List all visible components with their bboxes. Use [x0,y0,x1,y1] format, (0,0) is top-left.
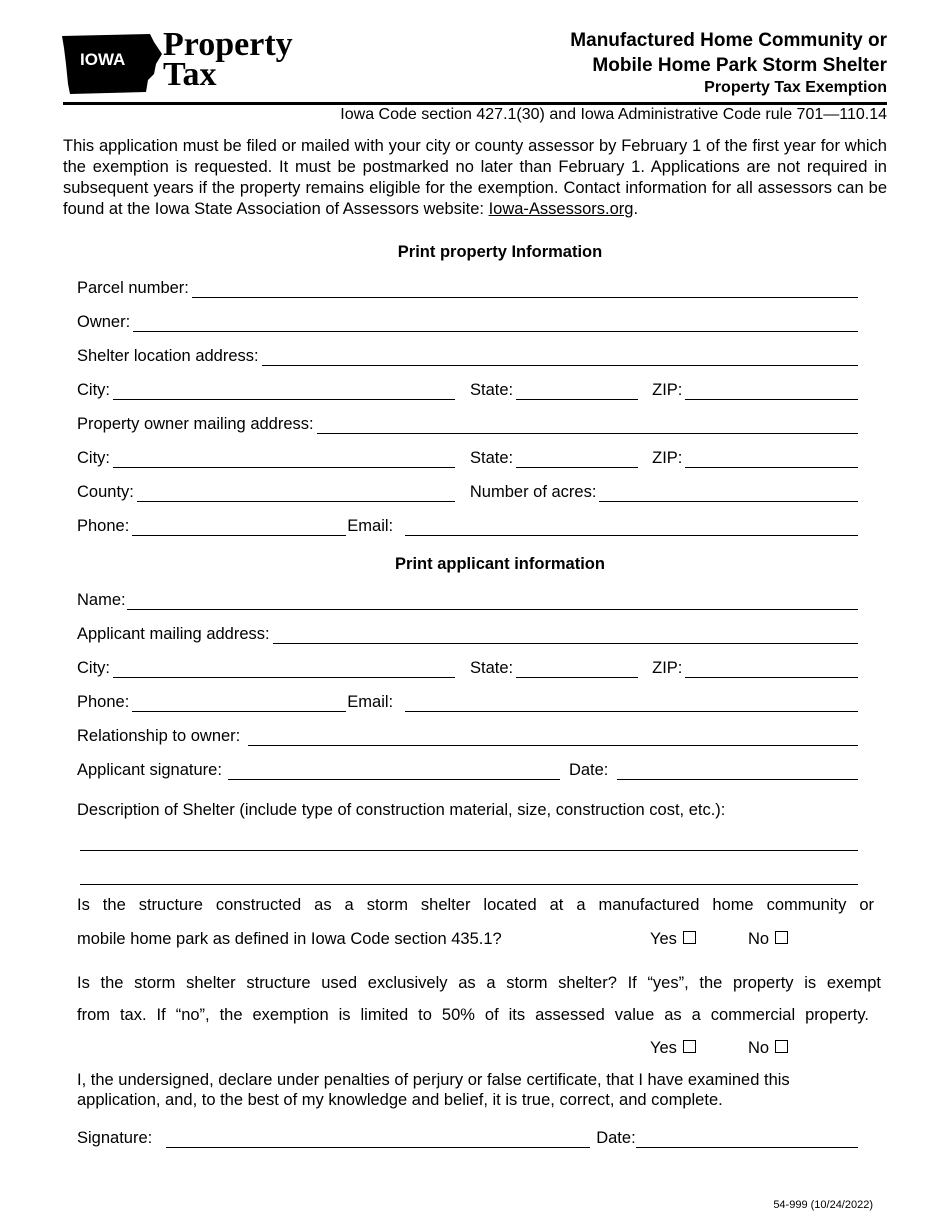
applicant-signature-row [77,758,858,780]
question2-line2: from tax. If “no”, the exemption is limited to 50% of its assessed value as a commercial property. [77,1006,869,1024]
applicant-signature-field[interactable] [228,761,560,780]
city-field[interactable] [113,381,455,400]
parcel-field[interactable] [192,279,858,298]
email-label: Email: [347,693,394,711]
property-city-row [77,378,858,400]
applicant-phone-row [77,690,858,712]
description-field-line1[interactable] [80,832,858,851]
question1-yes[interactable] [650,929,696,949]
zip-label: ZIP: [652,449,683,467]
zip-label: ZIP: [652,659,683,677]
phone-label: Phone: [77,693,130,711]
phone-label: Phone: [77,517,130,535]
phone-field[interactable] [132,693,346,712]
city-field[interactable] [113,449,455,468]
shelter-address-row [77,344,858,366]
signature-row [77,1126,858,1148]
yes-label: Yes [650,1039,677,1057]
zip-field[interactable] [685,381,858,400]
email-label: Email: [347,517,394,535]
applicant-mailing-field[interactable] [273,625,858,644]
question1-line2: mobile home park as defined in Iowa Code section 435.1? [77,930,502,948]
declaration: I, the undersigned, declare under penalties of perjury or false certificate, that I have examined this application, and, to the best of my knowledge and belief, it is true, correct, and complete. [77,1071,790,1109]
zip-field[interactable] [685,449,858,468]
applicant-heading: Print applicant information [395,555,605,573]
county-row [77,480,858,502]
signature-label: Signature: [77,1129,153,1147]
relationship-row [77,724,858,746]
logo-state: IOWA [80,50,126,69]
no-checkbox[interactable] [775,1040,788,1053]
shelter-address-field[interactable] [262,347,858,366]
yes-checkbox[interactable] [683,1040,696,1053]
acres-label: Number of acres: [469,483,597,501]
county-field[interactable] [137,483,455,502]
city-field[interactable] [113,659,455,678]
email-field[interactable] [405,517,858,536]
no-label: No [748,1039,770,1057]
assessors-link[interactable]: Iowa-Assessors.org [488,200,634,218]
question2-yes[interactable] [650,1038,696,1058]
parcel-label: Parcel number: [77,279,189,297]
zip-field[interactable] [685,659,858,678]
city-label: City: [77,449,110,467]
name-field[interactable] [127,591,858,610]
state-field[interactable] [516,449,638,468]
date-label: Date: [596,1129,636,1147]
city-label: City: [77,381,110,399]
name-label: Name: [77,591,126,609]
code-reference: Iowa Code section 427.1(30) and Iowa Administrative Code rule 701—110.14 [340,106,887,123]
description-label: Description of Shelter (include type of construction material, size, construction cost, etc.): [77,801,726,819]
no-label: No [748,930,770,948]
owner-row [77,310,858,332]
date-label: Date: [568,761,609,779]
phone-field[interactable] [132,517,346,536]
logo-word-tax: Tax [163,56,217,93]
owner-field[interactable] [133,313,858,332]
signature-field[interactable] [166,1129,590,1148]
question2-no[interactable] [748,1038,788,1058]
relationship-label: Relationship to owner: [77,727,241,745]
date-field[interactable] [617,761,858,780]
owner-city-row [77,446,858,468]
owner-mailing-row [77,412,858,434]
form-number: 54-999 (10/24/2022) [773,1199,873,1211]
description-field-line2[interactable] [80,866,858,885]
state-field[interactable] [516,381,638,400]
relationship-field[interactable] [248,727,858,746]
owner-mailing-label: Property owner mailing address: [77,415,314,433]
state-label: State: [470,449,514,467]
form-title-line2: Mobile Home Park Storm Shelter [592,55,887,76]
yes-checkbox[interactable] [683,931,696,944]
city-label: City: [77,659,110,677]
question2-line1: Is the storm shelter structure used exclusively as a storm shelter? If “yes”, the property is exempt [77,974,881,992]
owner-label: Owner: [77,313,131,331]
state-field[interactable] [516,659,638,678]
applicant-city-row [77,656,858,678]
county-label: County: [77,483,134,501]
name-row [77,588,858,610]
yes-label: Yes [650,930,677,948]
property-phone-row [77,514,858,536]
property-heading: Print property Information [397,243,603,261]
email-field[interactable] [405,693,858,712]
intro-paragraph [63,136,887,220]
shelter-address-label: Shelter location address: [77,347,259,365]
parcel-row [77,276,858,298]
intro-text: This application must be filed or mailed with your city or county assessor by February 1 of the first year for which the exemption is requested. It must be postmarked no later than February 1. Applications are not required in subsequent years if the property remains eligible for the exemption. Contact information for all assessors can be found at the Iowa State Association of Assessors website: [63,137,887,218]
owner-mailing-field[interactable] [317,415,858,434]
applicant-signature-label: Applicant signature: [77,761,222,779]
logo-word-property: Property [163,26,293,63]
question1-no[interactable] [748,929,788,949]
date-field[interactable] [636,1129,858,1148]
applicant-mailing-label: Applicant mailing address: [77,625,270,643]
state-label: State: [470,381,514,399]
question1-line1: Is the structure constructed as a storm shelter located at a manufactured home community or [77,896,874,914]
logo-text [163,26,293,93]
intro-end: . [633,200,639,218]
applicant-mailing-row [77,622,858,644]
form-subtitle: Property Tax Exemption [704,79,887,96]
header-rule [63,102,887,105]
zip-label: ZIP: [652,381,683,399]
state-label: State: [470,659,514,677]
acres-field[interactable] [599,483,858,502]
no-checkbox[interactable] [775,931,788,944]
form-title-line1: Manufactured Home Community or [570,30,887,51]
